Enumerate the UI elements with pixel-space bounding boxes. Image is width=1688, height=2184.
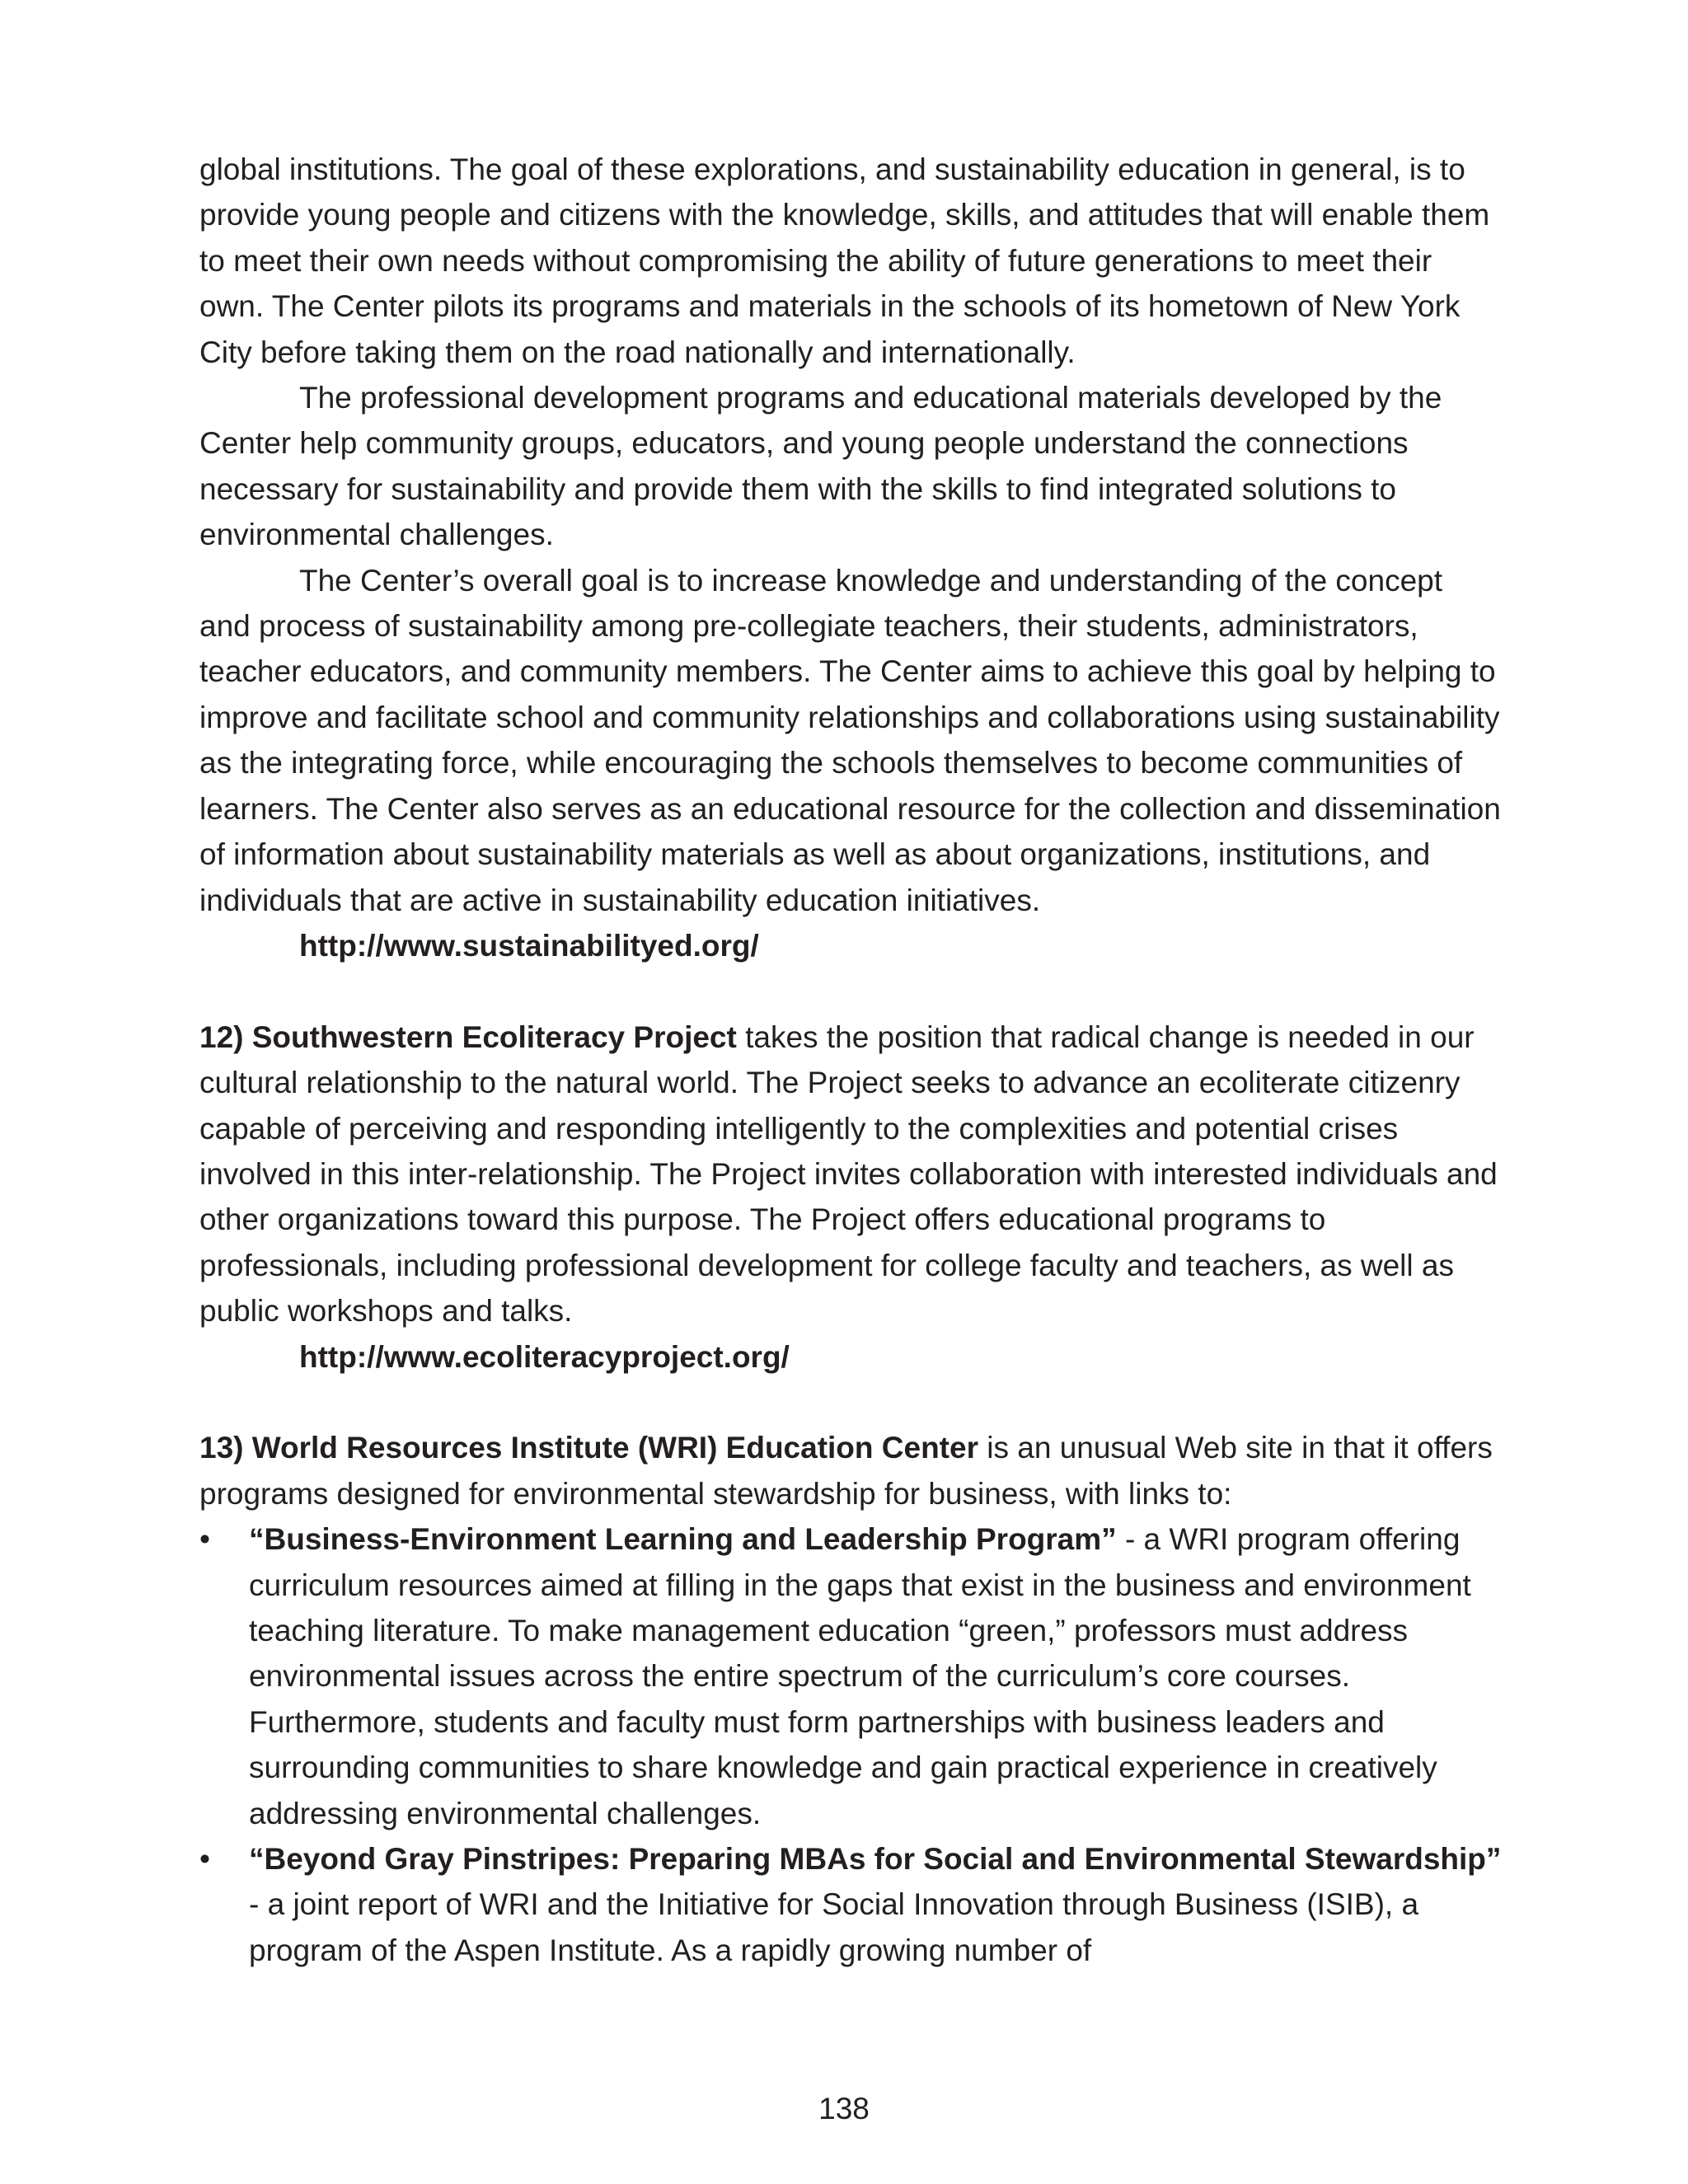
- bullet-text: - a joint report of WRI and the Initiative for Social Innovation through Business (ISIB), a program of the Aspen Institute. As a rapidly growing number of: [249, 1887, 1419, 1967]
- spacer: [199, 968, 1502, 1014]
- bullet-title: “Beyond Gray Pinstripes: Preparing MBAs for Social and Environmental Stewardship”: [249, 1842, 1502, 1876]
- spacer: [199, 1380, 1502, 1425]
- paragraph-professional-development: The professional development programs and educational materials developed by the Center help community groups, educators, and young people understand the connections necessary for sustainability and provide them with the skills to find integrated solutions to environmental challenges.: [199, 381, 1442, 552]
- bullet-icon: •: [199, 1842, 210, 1876]
- bullet-text: - a WRI program offering curriculum resources aimed at filling in the gaps that exist in the business and environment teaching literature. To make management education “green,” professors must address environmental issues across the entire spectrum of the curriculum’s core courses. Furthermore, students and faculty must form partnerships with business leaders and surrounding communities to share knowledge and gain practical experience in creatively addressing environmental challenges.: [249, 1522, 1471, 1830]
- list-item: [199, 1836, 1502, 1973]
- page-body: [199, 147, 1502, 1973]
- paragraph-center-goals: global institutions. The goal of these explorations, and sustainability education in general, is to provide young people and citizens with the knowledge, skills, and attitudes that will enable them to meet their own needs without compromising the ability of future generations to meet their own. The Center pilots its programs and materials in the schools of its hometown of New York City before taking them on the road nationally and internationally.: [199, 152, 1490, 369]
- list-item: [199, 1516, 1502, 1836]
- page-number: 138: [818, 2092, 870, 2125]
- entry-13: [199, 1425, 1502, 1516]
- paragraph-center-overall-goal: The Center’s overall goal is to increase knowledge and understanding of the concept and process of sustainability among pre-collegiate teachers, their students, administrators, teacher educators, and community members. The Center aims to achieve this goal by helping to improve and facilitate school and community relationships and collaborations using sustainability as the integrating force, while encouraging the schools themselves to become communities of learners. The Center also serves as an educational resource for the collection and dissemination of information about sustainability materials as well as about organizations, institutions, and individuals that are active in sustainability education initiatives.: [199, 563, 1501, 917]
- entry-13-text: is an unusual Web site in that it offers programs designed for environmental stewardship for business, with links to:: [199, 1431, 1493, 1511]
- entry-12: [199, 1015, 1502, 1334]
- link-sustainabilityed[interactable]: http://www.sustainabilityed.org/: [299, 928, 759, 963]
- entry-12-title: 12) Southwestern Ecoliteracy Project: [199, 1019, 737, 1054]
- entry-12-text: takes the position that radical change is needed in our cultural relationship to the natural world. The Project seeks to advance an ecoliterate citizenry capable of perceiving and responding intelligently to the complexities and potential crises involved in this inter-relationship. The Project invites collaboration with interested individuals and other organizations toward this purpose. The Project offers educational programs to professionals, including professional development for college faculty and teachers, as well as public workshops and talks.: [199, 1019, 1498, 1329]
- entry-13-bullet-list: [199, 1516, 1502, 1973]
- link-ecoliteracyproject[interactable]: http://www.ecoliteracyproject.org/: [299, 1339, 790, 1374]
- bullet-icon: •: [199, 1522, 210, 1557]
- entry-13-title: 13) World Resources Institute (WRI) Education Center: [199, 1431, 978, 1465]
- bullet-title: “Business-Environment Learning and Leadership Program”: [249, 1522, 1117, 1557]
